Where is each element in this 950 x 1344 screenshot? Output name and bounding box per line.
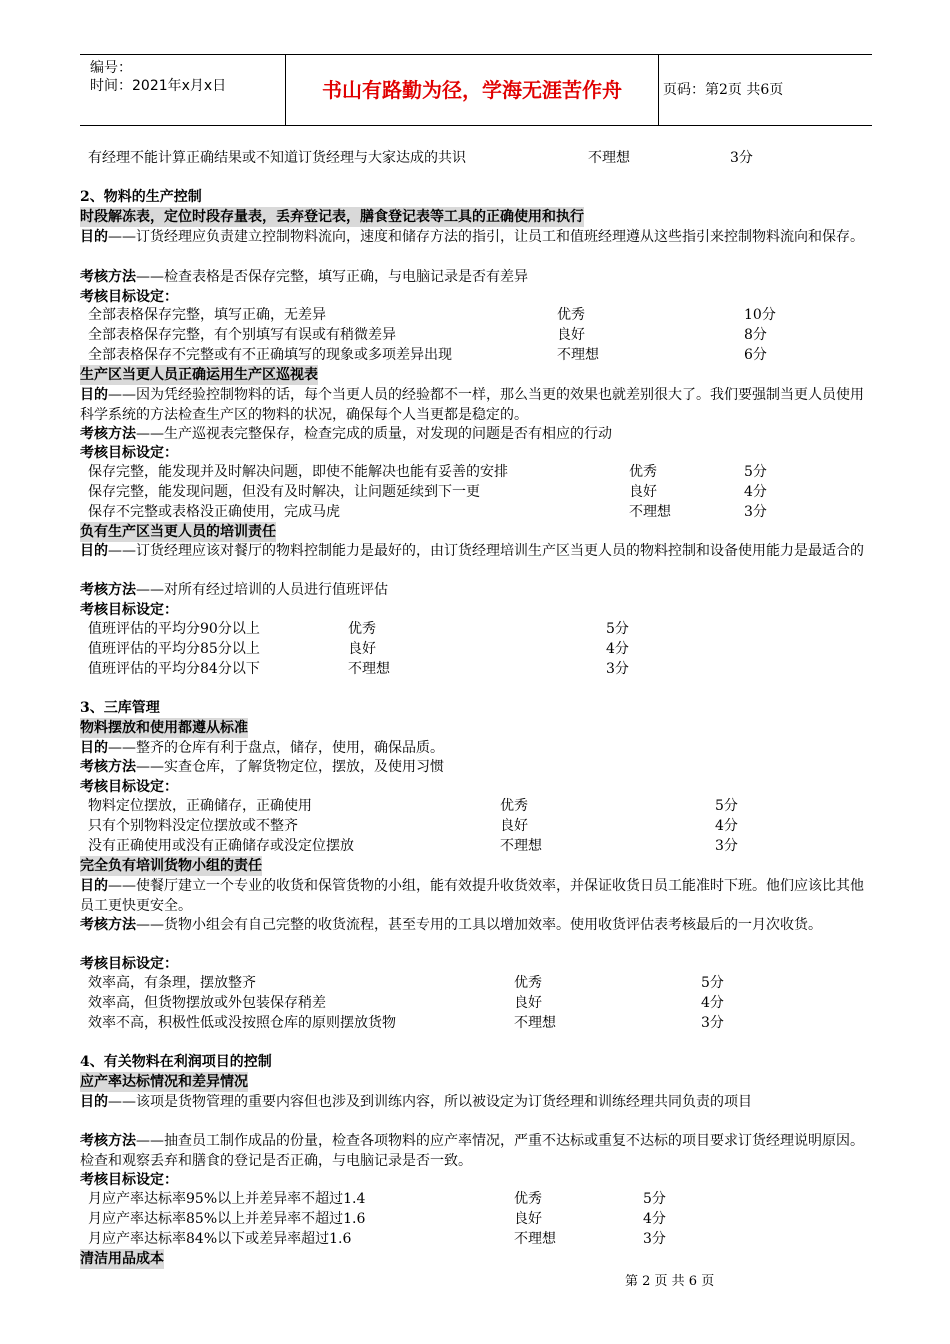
- s2-r1-1-grade: 良好: [557, 327, 585, 343]
- section-4-title: 4、有关物料在利润项目的控制: [80, 1054, 272, 1070]
- s2-r1-0-text: 全部表格保存完整，填写正确，无差异: [88, 307, 326, 323]
- page-header: [80, 54, 872, 126]
- time-label: 时间：2021年x月x日: [90, 78, 227, 94]
- s3-purpose-2: 目的——使餐厅建立一个专业的收货和保管货物的小组，能有效提升收货效率，并保证收货日员工能准时下班。他们应该比其他员工更快更安全。: [80, 878, 864, 914]
- s3-method-1: 考核方法——实查仓库，了解货物定位，摆放，及使用习惯: [80, 759, 444, 775]
- s3-r1-0-grade: 优秀: [500, 798, 528, 814]
- s2-target-2: 考核目标设定：: [80, 445, 178, 461]
- s2-r2-1-grade: 良好: [629, 484, 657, 500]
- s3-r2-0-score: 5分: [701, 975, 724, 991]
- s2-r3-2-score: 3分: [606, 661, 629, 677]
- s2-r1-2-score: 6分: [744, 347, 767, 363]
- s4-r1-1-score: 4分: [643, 1211, 666, 1227]
- s2-r2-2-text: 保存不完整或表格没正确使用，完成马虎: [88, 504, 340, 520]
- s2-r2-0-text: 保存完整，能发现并及时解决问题，即使不能解决也能有妥善的安排: [88, 464, 508, 480]
- s2-r1-1-score: 8分: [744, 327, 767, 343]
- s2-r1-0-grade: 优秀: [557, 307, 585, 323]
- number-label: 编号：: [90, 60, 132, 76]
- s2-r3-1-text: 值班评估的平均分85分以上: [88, 641, 260, 657]
- s3-heading-1: 物料摆放和使用都遵从标准: [80, 720, 248, 736]
- s3-r1-2-text: 没有正确使用或没有正确储存或没定位摆放: [88, 838, 354, 854]
- s2-r2-1-text: 保存完整，能发现问题，但没有及时解决，让问题延续到下一更: [88, 484, 480, 500]
- s4-r1-2-text: 月应产率达标率84%以下或差异率超过1.6: [88, 1231, 352, 1247]
- s3-r1-2-grade: 不理想: [500, 838, 542, 854]
- s4-r1-0-score: 5分: [643, 1191, 666, 1207]
- s2-r2-2-score: 3分: [744, 504, 767, 520]
- s3-r2-1-grade: 良好: [514, 995, 542, 1011]
- s4-r1-2-score: 3分: [643, 1231, 666, 1247]
- s3-target-2: 考核目标设定：: [80, 956, 178, 972]
- s3-r2-2-text: 效率不高，积极性低或没按照仓库的原则摆放货物: [88, 1015, 396, 1031]
- s2-purpose-2: 目的——因为凭经验控制物料的话，每个当更人员的经验都不一样，那么当更的效果也就差别很大了。我们要强制当更人员使用科学系统的方法检查生产区的物料的状况，确保每个人当更都是稳定的。: [80, 387, 864, 423]
- header-page-code: 页码：第2页 共6页: [663, 82, 784, 98]
- section-3-title: 3、三库管理: [80, 700, 160, 716]
- top-row-grade: 不理想: [588, 150, 630, 166]
- s2-r2-0-grade: 优秀: [629, 464, 657, 480]
- s3-purpose-1: 目的——整齐的仓库有利于盘点，储存，使用，确保品质。: [80, 740, 444, 756]
- s3-r1-1-score: 4分: [715, 818, 738, 834]
- s3-r1-1-text: 只有个别物料没定位摆放或不整齐: [88, 818, 298, 834]
- s2-heading-2: 生产区当更人员正确运用生产区巡视表: [80, 367, 318, 383]
- s4-method-1: 考核方法——抽查员工制作成品的份量，检查各项物料的应产率情况，严重不达标或重复不达标的项目要求订货经理说明原因。检查和观察丢弃和膳食的登记是否正确，与电脑记录是否一致。: [80, 1133, 864, 1169]
- s4-heading-2: 清洁用品成本: [80, 1251, 164, 1267]
- s3-method-2: 考核方法——货物小组会有自己完整的收货流程，甚至专用的工具以增加效率。使用收货评估表考核最后的一月次收货。: [80, 917, 822, 933]
- s2-r1-2-text: 全部表格保存不完整或有不正确填写的现象或多项差异出现: [88, 347, 452, 363]
- header-motto: 书山有路勤为径，学海无涯苦作舟: [285, 55, 659, 125]
- s2-r1-2-grade: 不理想: [557, 347, 599, 363]
- s3-r2-1-score: 4分: [701, 995, 724, 1011]
- s4-r1-1-text: 月应产率达标率85%以上并差异率不超过1.6: [88, 1211, 366, 1227]
- s2-method-3: 考核方法——对所有经过培训的人员进行值班评估: [80, 582, 388, 598]
- s4-heading-1: 应产率达标情况和差异情况: [80, 1074, 248, 1090]
- s4-purpose-1: 目的——该项是货物管理的重要内容但也涉及到训练内容，所以被设定为订货经理和训练经理共同负责的项目: [80, 1094, 752, 1110]
- s2-method-1: 考核方法——检查表格是否保存完整，填写正确，与电脑记录是否有差异: [80, 269, 528, 285]
- s2-method-2: 考核方法——生产巡视表完整保存，检查完成的质量，对发现的问题是否有相应的行动: [80, 426, 612, 442]
- s4-target-1: 考核目标设定：: [80, 1172, 178, 1188]
- top-row-score: 3分: [730, 150, 753, 166]
- s3-r1-1-grade: 良好: [500, 818, 528, 834]
- s3-r2-0-text: 效率高，有条理，摆放整齐: [88, 975, 256, 991]
- s2-purpose-3: 目的——订货经理应该对餐厅的物料控制能力是最好的，由订货经理培训生产区当更人员的物料控制和设备使用能力是最适合的: [80, 543, 864, 559]
- s2-r3-0-grade: 优秀: [348, 621, 376, 637]
- s3-r2-1-text: 效率高，但货物摆放或外包装保存稍差: [88, 995, 326, 1011]
- s2-target-1: 考核目标设定：: [80, 289, 178, 305]
- s3-r1-2-score: 3分: [715, 838, 738, 854]
- s2-r3-1-score: 4分: [606, 641, 629, 657]
- s4-r1-2-grade: 不理想: [514, 1231, 556, 1247]
- s2-r2-1-score: 4分: [744, 484, 767, 500]
- s4-r1-1-grade: 良好: [514, 1211, 542, 1227]
- s3-r1-0-score: 5分: [715, 798, 738, 814]
- s2-heading-3: 负有生产区当更人员的培训责任: [80, 524, 276, 540]
- page-footer: 第 2 页 共 6 页: [625, 1274, 715, 1289]
- s2-r2-0-score: 5分: [744, 464, 767, 480]
- s3-r1-0-text: 物料定位摆放，正确储存，正确使用: [88, 798, 312, 814]
- s4-r1-0-text: 月应产率达标率95%以上并差异率不超过1.4: [88, 1191, 366, 1207]
- s4-r1-0-grade: 优秀: [514, 1191, 542, 1207]
- s2-r3-2-text: 值班评估的平均分84分以下: [88, 661, 260, 677]
- s2-purpose-1: 目的——订货经理应负责建立控制物料流向，速度和储存方法的指引，让员工和值班经理遵从这些指引来控制物料流向和保存。: [80, 229, 864, 245]
- s2-r3-1-grade: 良好: [348, 641, 376, 657]
- s2-r2-2-grade: 不理想: [629, 504, 671, 520]
- s2-target-3: 考核目标设定：: [80, 602, 178, 618]
- s2-r1-1-text: 全部表格保存完整，有个别填写有误或有稍微差异: [88, 327, 396, 343]
- s2-r1-0-score: 10分: [744, 307, 776, 323]
- s3-r2-0-grade: 优秀: [514, 975, 542, 991]
- s2-r3-0-text: 值班评估的平均分90分以上: [88, 621, 260, 637]
- s2-heading-1: 时段解冻表，定位时段存量表，丢弃登记表，膳食登记表等工具的正确使用和执行: [80, 209, 584, 225]
- s3-r2-2-grade: 不理想: [514, 1015, 556, 1031]
- section-2-title: 2、物料的生产控制: [80, 189, 202, 205]
- header-left-cell: [80, 55, 280, 129]
- s2-r3-0-score: 5分: [606, 621, 629, 637]
- s3-target-1: 考核目标设定：: [80, 779, 178, 795]
- s3-heading-2: 完全负有培训货物小组的责任: [80, 858, 262, 874]
- top-row-text: 有经理不能计算正确结果或不知道订货经理与大家达成的共识: [88, 150, 466, 166]
- s2-r3-2-grade: 不理想: [348, 661, 390, 677]
- s3-r2-2-score: 3分: [701, 1015, 724, 1031]
